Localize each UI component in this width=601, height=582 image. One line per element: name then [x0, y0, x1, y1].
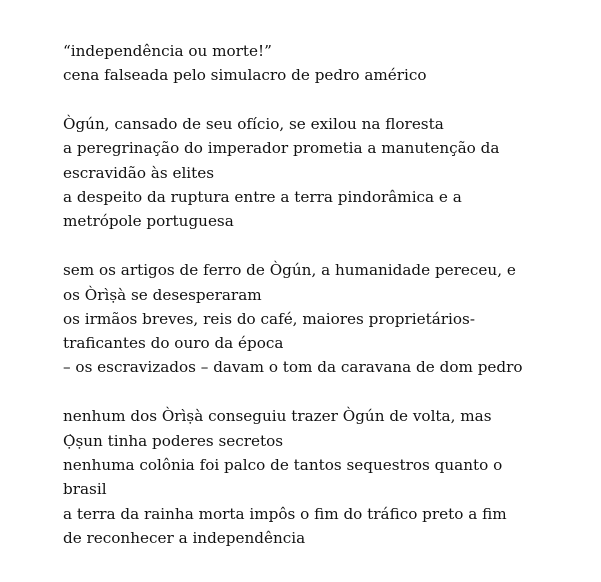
poem-line: Ọ̀ṣun tinha poderes secretos [63, 431, 284, 450]
poem-line: “independência ou morte!” [63, 42, 272, 60]
poem-line: a peregrinação do imperador prometia a manutenção da [63, 139, 500, 158]
stanza-1 [63, 39, 583, 88]
poem-line: metrópole portuguesa [63, 212, 234, 231]
poem-line: escravidão às elites [63, 163, 215, 182]
stanza-3 [63, 258, 583, 379]
poem-line: cena falseada pelo simulacro de pedro américo [63, 66, 427, 85]
poem-line: – os escravizados – davam o tom da caravana de dom pedro [63, 358, 523, 377]
poem-line: os Òrìṣà se desesperaram [63, 285, 262, 304]
poem-line: sem os artigos de ferro de Ògún, a humanidade pereceu, e [63, 261, 516, 280]
stanza-4 [63, 404, 583, 550]
poem-line: nenhuma colônia foi palco de tantos sequestros quanto o [63, 455, 503, 474]
poem-line: a terra da rainha morta impôs o fim do tráfico preto a fim [63, 504, 507, 523]
stanza-2 [63, 112, 583, 233]
poem-line: nenhum dos Òrìṣà conseguiu trazer Ògún de volta, mas [63, 407, 492, 426]
poem-line: brasil [63, 480, 107, 499]
poem-line: traficantes do ouro da época [63, 334, 284, 353]
poem-line: os irmãos breves, reis do café, maiores proprietários- [63, 309, 475, 328]
poem-line: a despeito da ruptura entre a terra pindorâmica e a [63, 188, 462, 207]
poem-page [63, 39, 583, 550]
poem-line: de reconhecer a independência [63, 528, 306, 547]
poem-line: Ògún, cansado de seu ofício, se exilou na floresta [63, 115, 444, 134]
